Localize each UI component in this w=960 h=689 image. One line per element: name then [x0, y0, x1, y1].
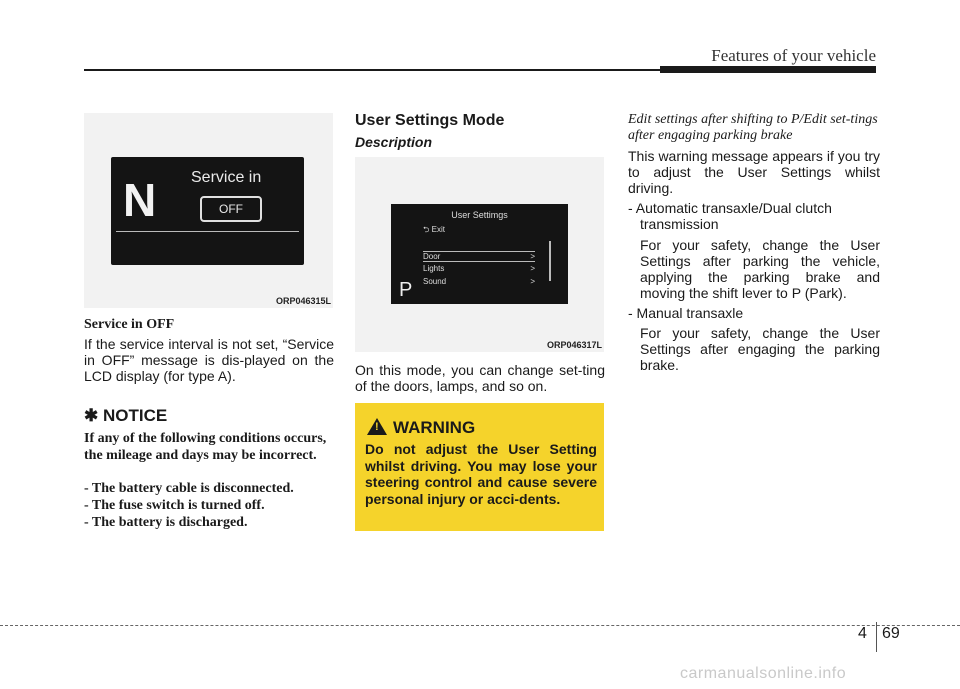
- caption-service-off: Service in OFF: [84, 317, 175, 332]
- watermark: carmanualsonline.info: [680, 665, 847, 682]
- lcd-title: User Settimgs: [451, 210, 508, 220]
- figure-code: ORP046317L: [546, 340, 602, 350]
- lcd-display: [111, 157, 304, 265]
- list-item-label: - Manual transaxle: [628, 305, 744, 321]
- warning-box: [355, 403, 604, 531]
- chevron-right-icon: >: [530, 264, 535, 273]
- list-item-text: For your safety, change the User Settings after engaging the parking brake.: [640, 325, 880, 373]
- notice-item: - The fuse switch is turned off.: [84, 498, 265, 513]
- lcd-scrollbar: [549, 241, 551, 281]
- notice-item: - The battery is discharged.: [84, 515, 248, 530]
- lcd-exit-item: ⮌ Exit: [423, 225, 445, 234]
- lcd-off-button: OFF: [200, 196, 262, 222]
- notice-item: - The battery cable is disconnected.: [84, 481, 294, 496]
- body-text-warning: This warning message appears if you try to adjust the User Settings whilst driving.: [628, 148, 880, 196]
- page-number: 69: [882, 625, 900, 642]
- footer-rule: [0, 625, 960, 626]
- footer-separator: [876, 622, 877, 652]
- figure-code: ORP046315L: [275, 296, 331, 306]
- body-text-mode: On this mode, you can change set-ting of the doors, lamps, and so on.: [355, 362, 605, 394]
- figure-service-in: [84, 113, 333, 308]
- lcd-title: Service in: [191, 169, 262, 186]
- warning-heading: WARNING: [393, 418, 476, 437]
- chevron-right-icon: >: [530, 252, 535, 261]
- gear-indicator: P: [399, 279, 413, 301]
- notice-heading: ✱ NOTICE: [84, 406, 168, 425]
- chevron-right-icon: >: [530, 277, 535, 286]
- list-item-label: - Automatic transaxle/Dual clutch: [628, 200, 832, 216]
- header-rule: [84, 69, 660, 71]
- notice-intro: If any of the following conditions occurs, the mileage and days may be incorrect.: [84, 431, 327, 463]
- section-subtitle: Description: [355, 134, 433, 150]
- body-text-service: If the service interval is not set, “Service in OFF” message is dis-played on the LCD display (for type A).: [84, 336, 334, 384]
- header-title: Features of your vehicle: [711, 46, 876, 65]
- lcd-display: [391, 204, 568, 304]
- lcd-menu-item: Sound >: [423, 277, 535, 286]
- lcd-menu-item: Lights >: [423, 264, 535, 273]
- section-title: User Settings Mode: [355, 112, 505, 129]
- warning-text: Do not adjust the User Setting whilst driving. You may lose your steering control and cause severe personal injury or acci-dents.: [365, 441, 597, 507]
- header-rule-thick: [660, 66, 876, 73]
- warning-icon: !: [367, 418, 387, 435]
- list-item-text: For your safety, change the User Settings after parking the vehicle, applying the parking brake and moving the shift lever to P (Park).: [640, 237, 880, 301]
- gear-indicator: N: [123, 174, 155, 226]
- page-chapter: 4: [858, 625, 867, 642]
- lcd-menu-item: Door >: [423, 252, 535, 261]
- figure-user-settings: [355, 157, 604, 352]
- list-item-label: transmission: [640, 216, 719, 232]
- edit-settings-heading: Edit settings after shifting to P/Edit set-tings after engaging parking brake: [628, 112, 878, 143]
- lcd-divider: [116, 231, 299, 232]
